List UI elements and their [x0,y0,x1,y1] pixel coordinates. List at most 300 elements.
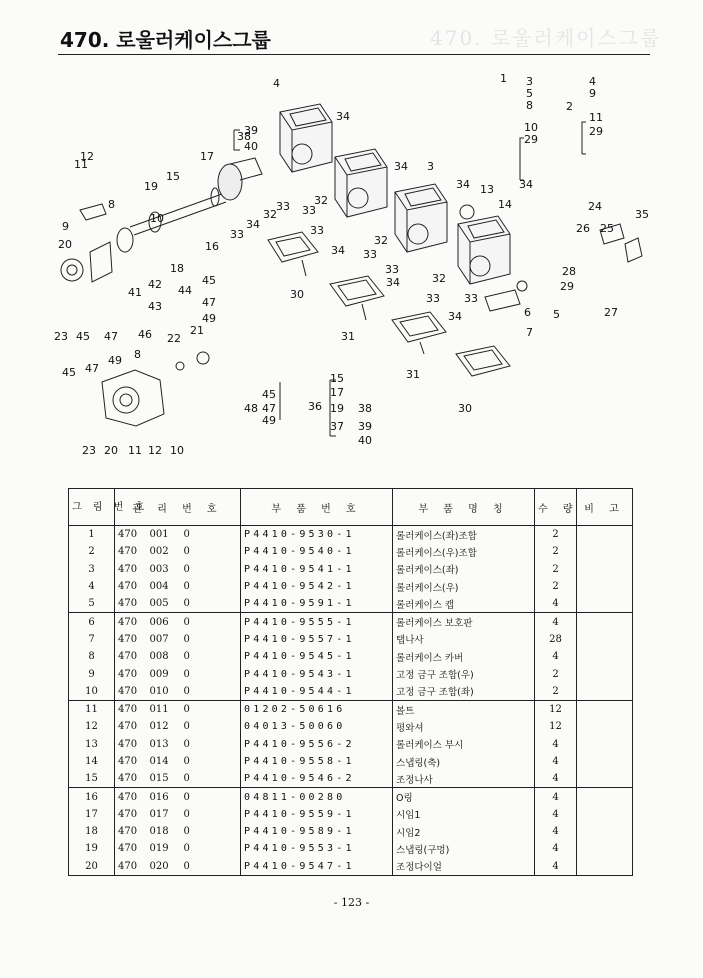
cell-pn: P4410-9541-1 [241,561,393,578]
svg-text:4: 4 [273,77,280,90]
guard-6 [485,290,520,311]
svg-text:9: 9 [589,87,596,100]
cell-no: 15 [69,770,115,788]
svg-text:21: 21 [190,324,204,337]
cell-no: 3 [69,561,115,578]
cap-5 [517,281,527,291]
svg-text:45: 45 [76,330,90,343]
svg-text:31: 31 [406,368,420,381]
svg-text:33: 33 [310,224,324,237]
cell-name: 조정나사 [393,770,535,788]
table-row [69,718,633,735]
cell-rev: 0 [183,843,190,855]
cell-qty: 4 [535,613,577,631]
svg-text:33: 33 [464,292,478,305]
cell-no: 16 [69,788,115,806]
svg-text:32: 32 [374,234,388,247]
table-row [69,683,633,701]
cell-rev: 0 [183,704,190,716]
cell-grp: 470 [118,616,138,628]
parts-table [68,488,633,876]
col-header-remark: 비 고 [577,489,633,526]
cell-remark [577,736,633,753]
svg-text:19: 19 [330,402,344,415]
cell-qty: 4 [535,840,577,857]
cell-rev: 0 [181,595,241,613]
col-header-name: 부 품 명 칭 [393,489,535,526]
cell-qty: 28 [535,631,577,648]
cell-rev: 0 [181,683,241,701]
cell-name: 롤러케이스 부시 [393,736,535,753]
cell-name: 롤러케이스(우) [393,578,535,595]
cell-pn: P4410-9540-1 [241,543,393,560]
svg-text:47: 47 [104,330,118,343]
svg-text:40: 40 [244,140,258,153]
cell-qty: 12 [535,718,577,735]
cell-rev: 0 [183,546,190,558]
cell-seq: 015 [147,770,181,788]
cell-grp: 470 [118,808,138,820]
cell-name: 고정 금구 조합(우) [393,665,535,682]
cell-rev: 0 [183,738,190,750]
cell-grp: 470 [118,546,138,558]
cell-grp: 470 [118,704,138,716]
cell-name: 롤러케이스 캡 [393,595,535,613]
cell-seq: 011 [149,704,169,716]
cell-no: 5 [69,595,115,613]
cell-pn: 04013-50060 [241,718,393,735]
cell-remark [577,631,633,648]
col-header-no: 그 림 번 호 [69,489,115,526]
cell-qty: 4 [535,788,577,806]
table-row [69,700,633,718]
cell-qty: 2 [535,665,577,682]
cell-seq: 010 [147,683,181,701]
cell-grp: 470 [118,633,138,645]
cell-grp: 470 [118,581,138,593]
table-row [69,788,633,806]
svg-text:25: 25 [600,222,614,235]
cell-grp: 470 [115,683,147,701]
cell-remark [577,770,633,788]
svg-text:49: 49 [262,414,276,427]
svg-text:36: 36 [308,400,322,413]
cell-name: 고정 금구 조합(좌) [393,683,535,701]
table-row [69,561,633,578]
cell-grp: 470 [118,791,138,803]
col-header-mgmt: 관 리 번 호 [115,489,241,526]
svg-text:4: 4 [589,75,596,88]
svg-text:13: 13 [480,183,494,196]
cell-seq: 007 [149,633,169,645]
cell-rev: 0 [183,581,190,593]
svg-text:38: 38 [237,130,251,143]
cell-no: 11 [69,700,115,718]
cell-no: 6 [69,613,115,631]
svg-text:43: 43 [148,300,162,313]
svg-text:14: 14 [498,198,512,211]
cell-pn: P4410-9557-1 [241,631,393,648]
cell-seq: 002 [149,546,169,558]
cell-pn: 01202-50616 [241,700,393,718]
cell-rev: 0 [183,633,190,645]
cell-pn: P4410-9559-1 [241,806,393,823]
svg-text:12: 12 [80,150,94,163]
cell-remark [577,526,633,544]
cell-grp: 470 [115,858,147,876]
cell-remark [577,648,633,665]
cell-grp: 470 [118,826,138,838]
svg-text:22: 22 [167,332,181,345]
cell-pn: 04811-00280 [241,788,393,806]
roller-case-3 [395,184,447,252]
cell-grp: 470 [118,529,138,541]
cell-pn: P4410-9591-1 [241,595,393,613]
svg-text:33: 33 [276,200,290,213]
svg-text:34: 34 [246,218,260,231]
svg-text:49: 49 [108,354,122,367]
cell-pn: P4410-9553-1 [241,840,393,857]
bracket-9 [80,204,106,220]
cell-name: 롤러케이스 보호판 [393,613,535,631]
cell-grp: 470 [118,563,138,575]
cell-grp: 470 [118,738,138,750]
cell-no: 13 [69,736,115,753]
svg-text:46: 46 [138,328,152,341]
cell-seq: 019 [149,843,169,855]
cell-remark [577,718,633,735]
svg-text:18: 18 [170,262,184,275]
cell-seq: 018 [149,826,169,838]
cell-pn: P4410-9555-1 [241,613,393,631]
svg-text:34: 34 [331,244,345,257]
cell-qty: 4 [535,823,577,840]
cell-seq: 014 [149,756,169,767]
svg-text:41: 41 [128,286,142,299]
table-row [69,595,633,613]
cell-remark [577,613,633,631]
cap-35 [625,238,642,262]
cell-qty: 4 [535,806,577,823]
svg-text:34: 34 [448,310,462,323]
cell-seq: 005 [147,595,181,613]
cell-qty: 4 [535,753,577,770]
svg-text:49: 49 [202,312,216,325]
cell-qty: 4 [535,648,577,665]
svg-text:10: 10 [150,212,164,225]
svg-text:48: 48 [244,402,258,415]
svg-text:7: 7 [526,326,533,339]
svg-text:16: 16 [205,240,219,253]
cell-rev: 0 [183,529,190,541]
svg-text:32: 32 [314,194,328,207]
cell-pn: P4410-9558-1 [241,753,393,770]
svg-text:34: 34 [456,178,470,191]
page-title: 470. 로울러케이스그룹 [60,28,271,52]
svg-text:10: 10 [170,444,184,457]
cell-seq: 016 [149,791,169,803]
cell-seq: 009 [149,668,169,680]
svg-text:28: 28 [562,265,576,278]
cell-remark [577,561,633,578]
svg-text:34: 34 [519,178,533,191]
cell-remark [577,578,633,595]
title-rule [58,54,650,55]
cell-remark [577,788,633,806]
cell-rev: 0 [183,791,190,803]
cell-remark [577,683,633,701]
cell-remark [577,595,633,613]
table-row [69,613,633,631]
table-row [69,631,633,648]
cell-remark [577,665,633,682]
svg-text:29: 29 [560,280,574,293]
cell-pn: P4410-9542-1 [241,578,393,595]
cell-qty: 12 [535,700,577,718]
svg-text:47: 47 [202,296,216,309]
svg-text:3: 3 [427,160,434,173]
cell-pn: P4410-9530-1 [241,526,393,544]
roller-case-right [458,216,510,284]
cell-grp: 470 [115,595,147,613]
svg-text:32: 32 [263,208,277,221]
table-row [69,858,633,876]
svg-text:39: 39 [244,124,258,137]
cell-remark [577,840,633,857]
cell-remark [577,823,633,840]
col-header-qty: 수 량 [535,489,577,526]
svg-text:45: 45 [202,274,216,287]
cell-name: 롤러케이스(우)조합 [393,543,535,560]
cell-seq: 001 [149,529,169,541]
cell-no: 8 [69,648,115,665]
table-header-row [69,489,633,526]
svg-text:33: 33 [426,292,440,305]
cell-no: 1 [69,526,115,544]
cover-30b [456,346,510,376]
cell-qty: 4 [535,770,577,788]
svg-text:15: 15 [330,372,344,385]
svg-text:37: 37 [330,420,344,433]
exploded-parts-diagram [40,62,665,470]
table-row [69,736,633,753]
svg-text:11: 11 [74,158,88,171]
svg-text:42: 42 [148,278,162,291]
cell-name: 롤러케이스(좌)조합 [393,526,535,544]
svg-text:11: 11 [128,444,142,457]
svg-text:30: 30 [290,288,304,301]
svg-text:31: 31 [341,330,355,343]
cell-seq: 006 [149,616,169,628]
svg-text:23: 23 [82,444,96,457]
table-row [69,806,633,823]
cell-pn: P4410-9544-1 [241,683,393,701]
cell-remark [577,700,633,718]
cell-grp: 470 [118,668,138,680]
cell-no: 17 [69,806,115,823]
svg-text:33: 33 [230,228,244,241]
svg-text:23: 23 [54,330,68,343]
svg-text:11: 11 [589,111,603,124]
cell-qty: 4 [535,595,577,613]
svg-text:29: 29 [524,133,538,146]
svg-text:34: 34 [336,110,350,123]
roller-case-4 [280,104,332,172]
cell-remark [577,543,633,560]
svg-text:38: 38 [358,402,372,415]
cell-rev: 0 [183,756,190,767]
table-row [69,543,633,560]
cell-name: 스냅링(축) [393,753,535,770]
svg-text:17: 17 [330,386,344,399]
svg-text:20: 20 [104,444,118,457]
svg-text:33: 33 [385,263,399,276]
cell-rev: 0 [183,651,190,663]
cell-qty: 2 [535,526,577,544]
cell-name: 시임1 [393,806,535,823]
svg-text:8: 8 [108,198,115,211]
cell-name: 롤러케이스(좌) [393,561,535,578]
svg-text:45: 45 [262,388,276,401]
svg-text:26: 26 [576,222,590,235]
table-row [69,770,633,788]
svg-text:5: 5 [553,308,560,321]
cell-no: 2 [69,543,115,560]
cell-grp: 470 [118,756,138,767]
svg-text:1: 1 [500,72,507,85]
cell-pn: P4410-9546-2 [241,770,393,788]
svg-text:29: 29 [589,125,603,138]
svg-text:5: 5 [526,87,533,100]
cell-seq: 004 [149,581,169,593]
table-row [69,665,633,682]
cell-grp: 470 [118,651,138,663]
cell-seq: 013 [149,738,169,750]
cell-qty: 4 [535,736,577,753]
svg-text:34: 34 [394,160,408,173]
cell-qty: 2 [535,683,577,701]
cell-rev: 0 [183,826,190,838]
cell-no: 12 [69,718,115,735]
cell-no: 19 [69,840,115,857]
cell-name: O링 [393,788,535,806]
cell-seq: 017 [149,808,169,820]
table-row [69,648,633,665]
table-row [69,526,633,544]
cell-qty: 2 [535,578,577,595]
svg-text:19: 19 [144,180,158,193]
svg-text:2: 2 [566,100,573,113]
svg-text:47: 47 [262,402,276,415]
cell-no: 4 [69,578,115,595]
cover-31a [330,276,384,320]
col-header-pn: 부 품 번 호 [241,489,393,526]
bushing-13 [460,205,474,219]
cell-remark [577,858,633,876]
svg-text:40: 40 [358,434,372,447]
cell-name: 평와셔 [393,718,535,735]
cell-pn: P4410-9543-1 [241,665,393,682]
cell-pn: P4410-9556-2 [241,736,393,753]
cell-rev: 0 [183,668,190,680]
cell-qty: 4 [535,858,577,876]
svg-text:12: 12 [148,444,162,457]
svg-text:35: 35 [635,208,649,221]
cell-no: 9 [69,665,115,682]
cell-grp: 470 [118,843,138,855]
svg-text:17: 17 [200,150,214,163]
cell-name: 시임2 [393,823,535,840]
svg-text:8: 8 [526,99,533,112]
svg-text:39: 39 [358,420,372,433]
cell-pn: P4410-9547-1 [241,858,393,876]
svg-text:45: 45 [62,366,76,379]
cell-seq: 003 [149,563,169,575]
cell-pn: P4410-9589-1 [241,823,393,840]
cell-seq: 012 [149,721,169,733]
page-number: - 123 - [333,896,370,909]
cell-qty: 2 [535,543,577,560]
cell-remark [577,753,633,770]
cell-seq: 008 [149,651,169,663]
roller-case-34 [335,149,387,217]
table-row [69,840,633,857]
cell-name: 롤러케이스 카버 [393,648,535,665]
svg-text:47: 47 [85,362,99,375]
svg-text:34: 34 [386,276,400,289]
cell-rev: 0 [183,721,190,733]
svg-text:15: 15 [166,170,180,183]
cell-rev: 0 [183,563,190,575]
cell-no: 20 [69,858,115,876]
svg-text:9: 9 [62,220,69,233]
svg-text:10: 10 [524,121,538,134]
cover-31b [392,312,446,354]
table-row [69,578,633,595]
cell-grp: 470 [118,721,138,733]
cell-remark [577,806,633,823]
cell-seq: 020 [147,858,181,876]
svg-text:24: 24 [588,200,602,213]
svg-text:3: 3 [526,75,533,88]
cell-no: 10 [69,683,115,701]
cell-rev: 0 [183,808,190,820]
svg-text:44: 44 [178,284,192,297]
svg-text:32: 32 [432,272,446,285]
svg-text:33: 33 [302,204,316,217]
table-row [69,823,633,840]
cell-name: 조정다이얼 [393,858,535,876]
cell-no: 7 [69,631,115,648]
cell-grp: 470 [115,770,147,788]
cell-no: 18 [69,823,115,840]
cell-no: 14 [69,753,115,770]
cell-pn: P4410-9545-1 [241,648,393,665]
table-row [69,753,633,770]
svg-text:33: 33 [363,248,377,261]
cell-rev: 0 [183,616,190,628]
bleed-through-text: 470. 로울러케이스그룹 [430,26,662,50]
cover-30a [268,232,318,276]
cell-name: 탭나사 [393,631,535,648]
cell-rev: 0 [181,858,241,876]
svg-text:30: 30 [458,402,472,415]
cell-rev: 0 [181,770,241,788]
svg-text:8: 8 [134,348,141,361]
parts-table-body [69,526,633,876]
cell-name: 볼트 [393,700,535,718]
svg-text:6: 6 [524,306,531,319]
